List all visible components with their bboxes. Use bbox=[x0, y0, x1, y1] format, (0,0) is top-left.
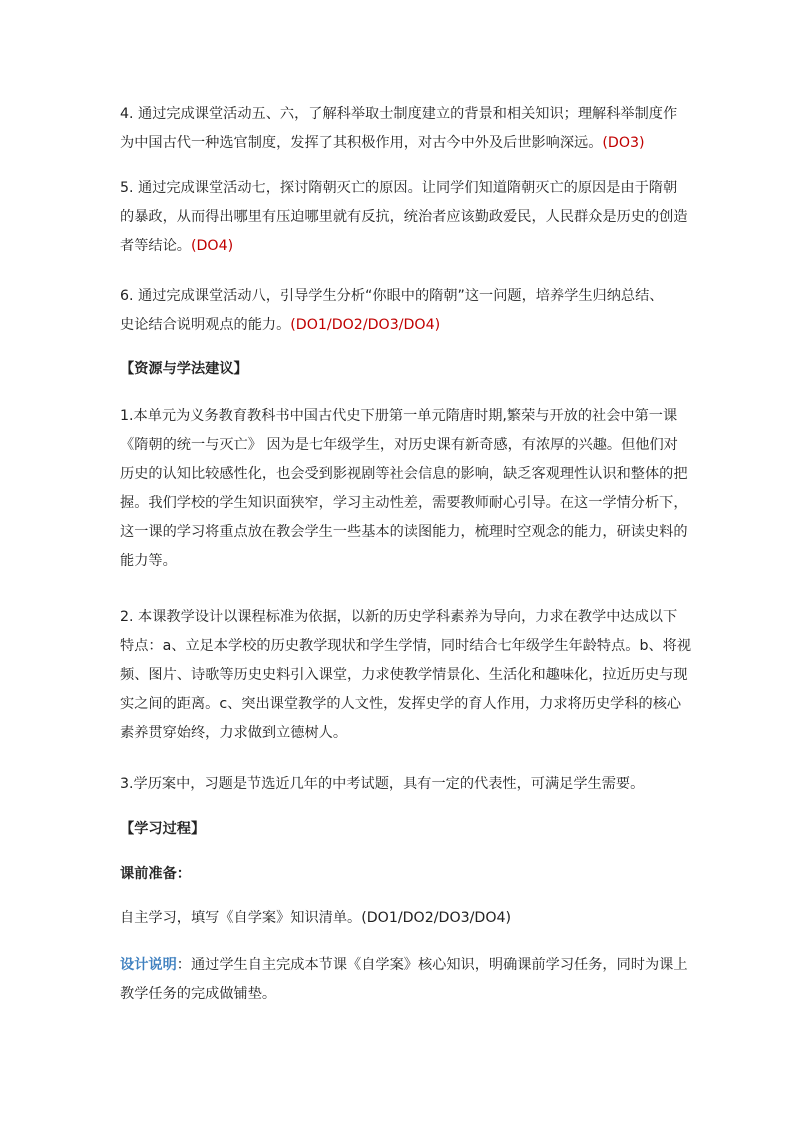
objective-6 bbox=[120, 282, 676, 340]
resource-2-line-4: 实之间的距离。c、突出课堂教学的人文性，发挥史学的育人作用，力求将历史学科的核心 bbox=[120, 696, 682, 712]
resource-2 bbox=[120, 603, 692, 748]
resource-1-line-1: 1.本单元为义务教育教科书中国古代史下册第一单元隋唐时期,繁荣与开放的社会中第一课 bbox=[120, 408, 678, 424]
resource-1-line-5: 这一课的学习将重点放在教会学生一些基本的读图能力，梳理时空观念的能力，研读史料的 bbox=[120, 524, 688, 540]
objective-6-line-1: 6. 通过完成课堂活动八，引导学生分析“你眼中的隋朝”这一问题，培养学生归纳总结、 bbox=[120, 288, 664, 304]
resource-3 bbox=[120, 770, 676, 799]
objective-5-line-2: 的暴政，从而得出哪里有压迫哪里就有反抗，统治者应该勤政爱民，人民群众是历史的创造 bbox=[120, 209, 688, 225]
prep-text-line: 自主学习，填写《自学案》知识清单。(DO1/DO2/DO3/DO4) bbox=[120, 910, 512, 926]
resource-2-line-3: 频、图片、诗歌等历史史料引入课堂，力求使教学情景化、生活化和趣味化，拉近历史与现 bbox=[120, 667, 688, 683]
objective-6-line-2: 史论结合说明观点的能力。(DO1/DO2/DO3/DO4) bbox=[120, 317, 441, 333]
resource-1-line-4: 握。我们学校的学生知识面狭窄，学习主动性差，需要教师耐心引导。在这一学情分析下， bbox=[120, 495, 688, 511]
objective-6-ref: (DO1/DO2/DO3/DO4) bbox=[290, 317, 441, 333]
prep-text bbox=[120, 904, 676, 933]
objective-4-line-1: 4. 通过完成课堂活动五、六，了解科举取士制度建立的背景和相关知识；理解科举制度作 bbox=[120, 106, 678, 122]
design-label: 设计说明 bbox=[120, 957, 177, 973]
prep-heading: 课前准备： bbox=[120, 866, 191, 882]
resources-heading: 【资源与学法建议】 bbox=[120, 361, 248, 377]
resource-1-line-3: 历史的认知比较感性化，也会受到影视剧等社会信息的影响，缺乏客观理性认识和整体的把 bbox=[120, 466, 688, 482]
resource-2-line-2: 特点：a、立足本学校的历史教学现状和学生学情，同时结合七年级学生年龄特点。b、将视 bbox=[120, 638, 692, 654]
resource-1 bbox=[120, 402, 688, 576]
objective-4-line-2: 为中国古代一种选官制度，发挥了其积极作用，对古今中外及后世影响深远。(DO3) bbox=[120, 135, 645, 151]
resource-2-line-1: 2. 本课教学设计以课程标准为依据，以新的历史学科素养为导向，力求在教学中达成以下 bbox=[120, 609, 678, 625]
objective-4-ref: (DO3) bbox=[602, 135, 645, 151]
objective-5 bbox=[120, 174, 688, 261]
resource-1-line-6: 能力等。 bbox=[120, 553, 177, 569]
design-note bbox=[120, 951, 688, 1009]
resource-3-line-1: 3.学历案中，习题是节选近几年的中考试题，具有一定的代表性，可满足学生需要。 bbox=[120, 776, 645, 792]
process-heading: 【学习过程】 bbox=[120, 821, 206, 837]
objective-5-ref: (DO4) bbox=[190, 238, 234, 254]
objective-5-line-3: 者等结论。(DO4) bbox=[120, 238, 234, 254]
resource-2-line-5: 素养贯穿始终，力求做到立德树人。 bbox=[120, 725, 348, 741]
objective-5-line-1: 5. 通过完成课堂活动七，探讨隋朝灭亡的原因。让同学们知道隋朝灭亡的原因是由于隋朝 bbox=[120, 180, 678, 196]
objective-4 bbox=[120, 100, 676, 158]
design-note-line-2: 教学任务的完成做铺垫。 bbox=[120, 986, 277, 1002]
resource-1-line-2: 《隋朝的统一与灭亡》 因为是七年级学生，对历史课有新奇感，有浓厚的兴趣。但他们对 bbox=[120, 437, 678, 453]
design-note-line-1: 设计说明：通过学生自主完成本节课《自学案》核心知识，明确课前学习任务，同时为课上 bbox=[120, 957, 688, 973]
